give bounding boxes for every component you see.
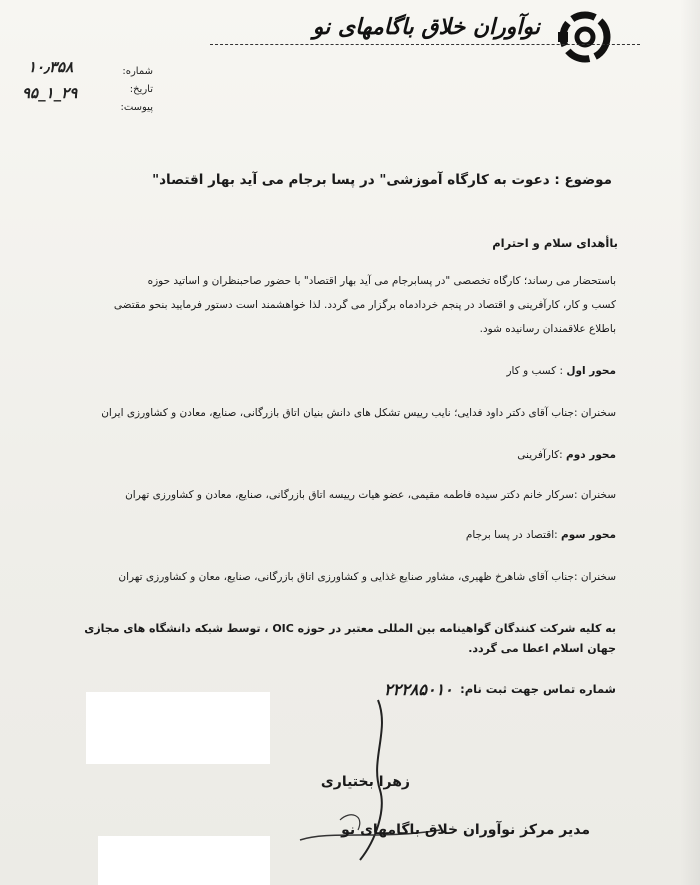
- date-label: تاریخ:: [129, 84, 153, 95]
- company-name: نوآوران خلاق باگامهای نو: [312, 14, 540, 40]
- body-line-1: باستحضار می رساند؛ کارگاه تخصصی "در پسابرجام می آید بهار اقتصاد" با حضور صاحبنظران و اساتید حوزه: [147, 275, 616, 287]
- certificate-line-2: جهان اسلام اعطا می گردد.: [468, 642, 616, 655]
- signatory-name: زهرا بختیاری: [320, 774, 410, 790]
- attachment-label: پیوست:: [120, 102, 153, 113]
- number-value: ۱۰٫۳۵۸: [28, 58, 74, 76]
- header-divider: [210, 44, 640, 45]
- axis-2: [316, 446, 616, 464]
- signatory-title: مدیر مرکز نوآوران خلاق باگامهای نو: [341, 822, 590, 838]
- axis-1: [316, 362, 616, 380]
- company-logo-icon: [552, 6, 614, 68]
- axis-3-speaker: سخنران :جناب آقای شاهرخ ظهیری، مشاور صنایع غذایی و کشاورزی اتاق بازرگانی، صنایع، معان و کشاورزی تهران: [118, 571, 616, 583]
- axis-1-speaker: سخنران :جناب آقای دکتر داود فدایی؛ نایب رییس تشکل های دانش بنیان اتاق بازرگانی، صنایع، معادن و کشاورزی ایران: [101, 407, 616, 419]
- page-edge-shadow: [680, 0, 700, 885]
- axis-2-speaker: سخنران :سرکار خانم دکتر سیده فاطمه مقیمی، عضو هیات رییسه اتاق بازرگانی، صنایع، معادن و کشاورزی تهران: [125, 489, 616, 501]
- axis-1-topic: : کسب و کار: [506, 365, 564, 377]
- subject-line: موضوع : دعوت به کارگاه آموزشی" در پسا برجام می آید بهار اقتصاد": [152, 172, 612, 188]
- body-line-3: باطلاع علاقمندان رسانیده شود.: [479, 323, 616, 335]
- axis-3-topic: :اقتصاد در پسا برجام: [465, 529, 558, 541]
- axis-1-title: محور اول: [566, 365, 616, 377]
- greeting: باأهدای سلام و احترام: [492, 236, 618, 250]
- date-value: ۹۵_۱_۲۹: [22, 84, 78, 102]
- axis-2-topic: :کارآفرینی: [517, 449, 563, 461]
- axis-2-title: محور دوم: [566, 449, 616, 461]
- certificate-line-1: به کلیه شرکت کنندگان گواهینامه بین المللی معتبر در حوزه OIC ، توسط شبکه دانشگاه های مجازی: [84, 622, 616, 635]
- number-label: شماره:: [122, 66, 153, 77]
- axis-3-title: محور سوم: [561, 529, 616, 541]
- body-line-2: کسب و کار، کارآفرینی و اقتصاد در پنجم خردادماه برگزار می گردد. لذا خواهشمند است دستور فرمایید بنحو مقتضی: [113, 299, 616, 311]
- contact-number: ۲۲۲۸۵۰۱۰: [384, 680, 453, 699]
- contact-label: شماره تماس جهت ثبت نام:: [460, 682, 616, 696]
- axis-3: [316, 526, 616, 544]
